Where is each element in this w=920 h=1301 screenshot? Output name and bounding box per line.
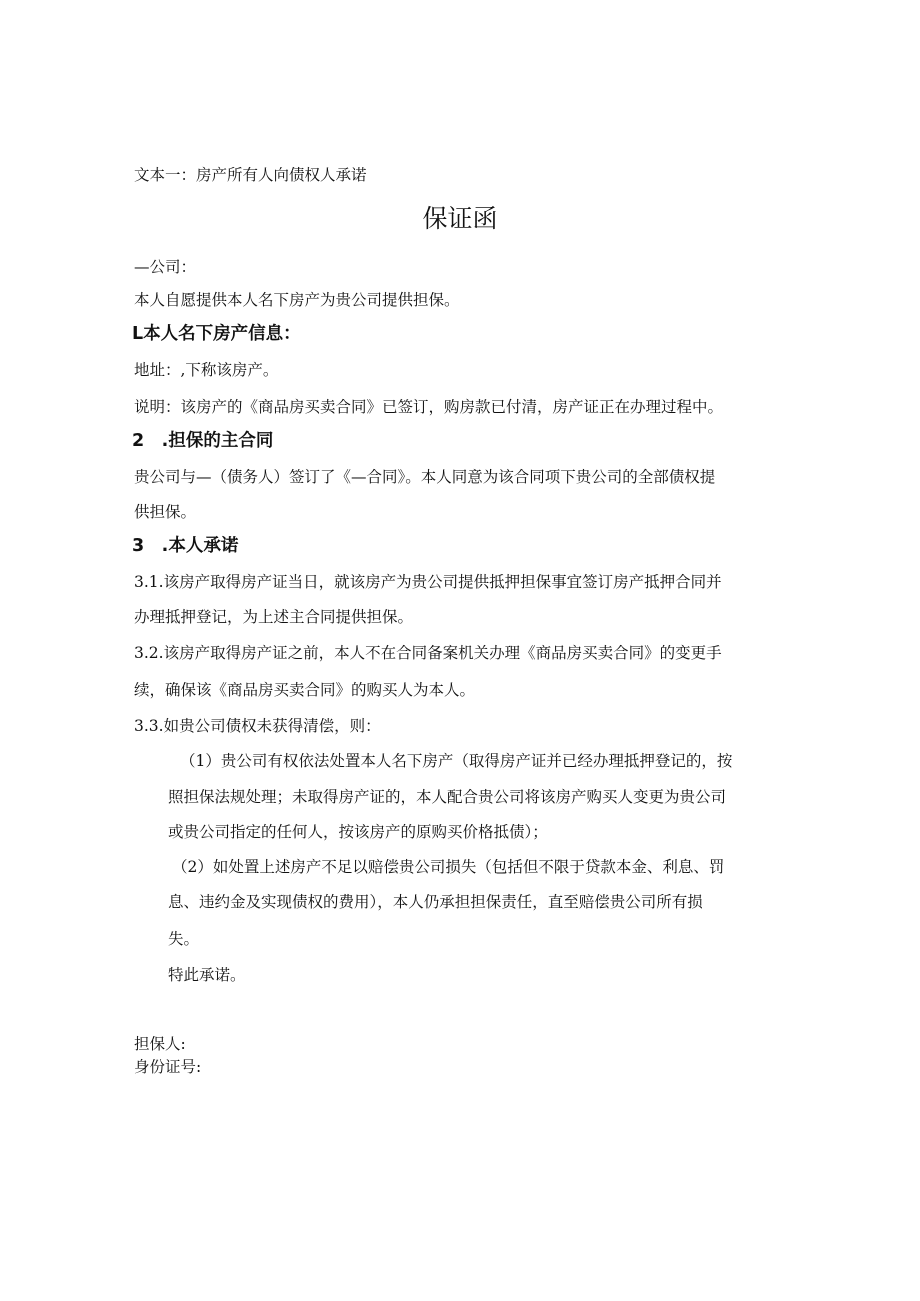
section-3-heading: 3 .本人承诺 <box>132 536 239 556</box>
sub-clause-1-line: （1）贵公司有权依法处置本人名下房产（取得房产证并已经办理抵押登记的，按 <box>180 752 733 770</box>
section-1-heading: L本人名下房产信息： <box>132 324 301 344</box>
intro-paragraph: 本人自愿提供本人名下房产为贵公司提供担保。 <box>134 291 460 309</box>
section-2-heading: 2 .担保的主合同 <box>132 431 274 451</box>
clause-3-2-line: 3.2.该房产取得房产证之前，本人不在合同备案机关办理《商品房买卖合同》的变更手 <box>134 644 722 662</box>
sub-clause-1-line: 或贵公司指定的任何人，按该房产的原购买价格抵债）； <box>168 823 548 841</box>
sub-clause-2-line: （2）如处置上述房产不足以赔偿贵公司损失（包括但不限于贷款本金、利息、罚 <box>172 858 725 876</box>
guarantor-label: 担保人: <box>134 1035 186 1053</box>
sub-clause-1-line: 照担保法规处理；未取得房产证的，本人配合贵公司将该房产购买人变更为贵公司 <box>168 788 727 806</box>
id-number-label: 身份证号: <box>134 1058 202 1076</box>
clause-3-3-line: 3.3.如贵公司债权未获得清偿，则： <box>134 717 381 735</box>
property-explanation-line: 说明：该房产的《商品房买卖合同》已签订，购房款已付清，房产证正在办理过程中。 <box>134 398 724 416</box>
clause-3-1-line: 3.1.该房产取得房产证当日，就该房产为贵公司提供抵押担保事宜签订房产抵押合同并 <box>134 573 722 591</box>
section-2-paragraph-line: 贵公司与—（债务人）签订了《—合同》。本人同意为该合同项下贵公司的全部债权提 <box>134 468 716 486</box>
clause-3-2-line: 续，确保该《商品房买卖合同》的购买人为本人。 <box>134 681 476 699</box>
document-label: 文本一：房产所有人向债权人承诺 <box>134 166 367 184</box>
addressee-line: —公司： <box>134 258 197 276</box>
closing-statement: 特此承诺。 <box>168 966 246 984</box>
sub-clause-2-line: 失。 <box>168 930 200 948</box>
sub-clause-2-line: 息、违约金及实现债权的费用），本人仍承担担保责任，直至赔偿贵公司所有损 <box>168 893 703 911</box>
clause-3-1-line: 办理抵押登记，为上述主合同提供担保。 <box>134 608 414 626</box>
document-title: 保证函 <box>422 204 498 233</box>
section-2-paragraph-line: 供担保。 <box>134 503 197 521</box>
property-address-line: 地址：,下称该房产。 <box>134 361 279 379</box>
